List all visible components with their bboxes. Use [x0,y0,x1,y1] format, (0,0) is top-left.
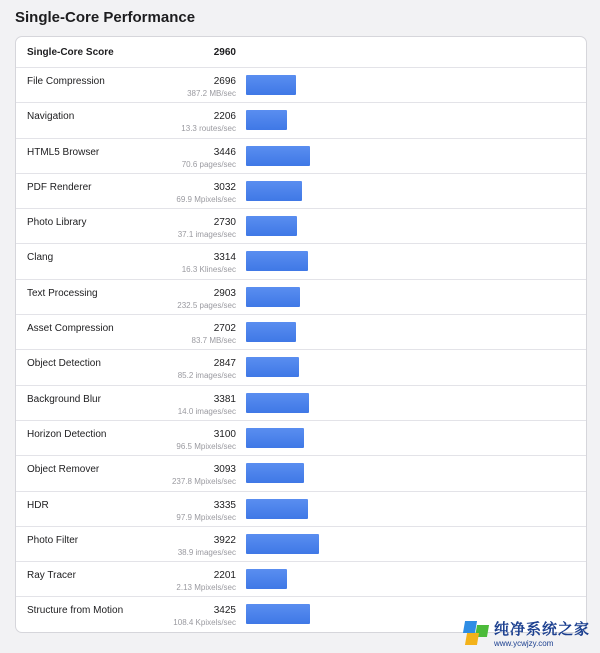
benchmark-score: 3381 [213,393,236,405]
benchmark-throughput: 96.5 Mpixels/sec [176,441,236,451]
benchmark-throughput: 38.9 images/sec [177,547,236,557]
benchmark-throughput: 14.0 images/sec [177,406,236,416]
benchmark-throughput: 83.7 MB/sec [191,336,236,346]
benchmark-name: Object Remover [27,464,100,476]
benchmark-row [16,386,586,421]
benchmark-throughput: 387.2 MB/sec [187,89,236,98]
benchmark-name: Navigation [27,111,75,123]
benchmark-row [16,315,586,350]
benchmark-score: 3093 [213,464,236,476]
benchmark-throughput: 70.6 pages/sec [181,159,236,169]
benchmark-score: 2206 [213,111,236,123]
summary-label: Single-Core Score [27,47,114,58]
watermark-text: 纯净系统之家 [494,621,591,638]
benchmark-throughput: 232.5 pages/sec [177,300,236,310]
benchmark-score: 3100 [213,428,236,440]
benchmark-throughput: 237.8 Mpixels/sec [171,477,236,487]
benchmark-name: Asset Compression [27,323,114,335]
benchmark-row [16,280,586,315]
benchmark-throughput: 2.13 Mpixels/sec [176,583,236,593]
results-table [15,36,587,633]
page-title: Single-Core Performance [15,9,196,26]
benchmark-score: 3314 [213,252,236,264]
summary-row [16,37,586,68]
benchmark-row [16,68,586,103]
benchmark-name: Photo Library [27,217,87,229]
benchmark-score: 2696 [213,76,236,87]
benchmark-throughput: 69.9 Mpixels/sec [176,194,236,204]
benchmark-row [16,139,586,174]
watermark-url: www.ycwjzy.com [494,639,554,648]
benchmark-row [16,174,586,209]
benchmark-bar [246,357,299,377]
benchmark-bar [246,534,319,554]
benchmark-bar [246,181,302,201]
summary-score: 2960 [213,47,236,58]
benchmark-bar [246,428,304,448]
benchmark-name: Ray Tracer [27,570,76,582]
benchmark-bar [246,322,296,342]
benchmark-bar [246,569,287,589]
benchmark-score: 2702 [213,323,236,335]
benchmark-bar [246,604,310,624]
benchmark-score: 2903 [213,287,236,299]
benchmark-row [16,562,586,597]
benchmark-bar [246,75,296,95]
benchmark-score: 2201 [213,570,236,582]
watermark-logo-icon [462,619,490,647]
benchmark-throughput: 37.1 images/sec [177,230,236,240]
benchmark-bar [246,216,297,236]
benchmark-row [16,421,586,456]
watermark [462,615,594,651]
benchmark-row [16,350,586,385]
benchmark-throughput: 13.3 routes/sec [181,124,236,134]
benchmark-score: 3032 [213,181,236,193]
benchmark-name: Text Processing [27,287,98,299]
benchmark-bar [246,110,287,130]
benchmark-name: HDR [27,499,49,511]
benchmark-row [16,209,586,244]
benchmark-name: File Compression [27,76,105,87]
benchmark-bar [246,499,308,519]
benchmark-row [16,456,586,491]
benchmark-bar [246,393,309,413]
benchmark-row [16,103,586,138]
benchmark-throughput: 108.4 Kpixels/sec [173,618,236,628]
benchmark-throughput: 16.3 Klines/sec [181,265,236,275]
benchmark-score: 3922 [213,534,236,546]
benchmark-score: 2847 [213,358,236,370]
benchmark-bar [246,287,300,307]
benchmark-name: Object Detection [27,358,101,370]
benchmark-score: 3425 [213,605,236,617]
benchmark-bar [246,146,310,166]
benchmark-name: Photo Filter [27,534,79,546]
benchmark-bar [246,251,308,271]
benchmark-throughput: 85.2 images/sec [177,371,236,381]
benchmark-name: Clang [27,252,54,264]
benchmark-name: Structure from Motion [27,605,124,617]
benchmark-score: 3335 [213,499,236,511]
benchmark-row [16,527,586,562]
benchmark-row [16,492,586,527]
benchmark-bar [246,463,304,483]
benchmark-name: Horizon Detection [27,428,107,440]
benchmark-throughput: 97.9 Mpixels/sec [176,512,236,522]
benchmark-name: Background Blur [27,393,101,405]
benchmark-row [16,244,586,279]
benchmark-name: HTML5 Browser [27,146,100,158]
benchmark-name: PDF Renderer [27,181,92,193]
benchmark-score: 2730 [213,217,236,229]
benchmark-score: 3446 [213,146,236,158]
